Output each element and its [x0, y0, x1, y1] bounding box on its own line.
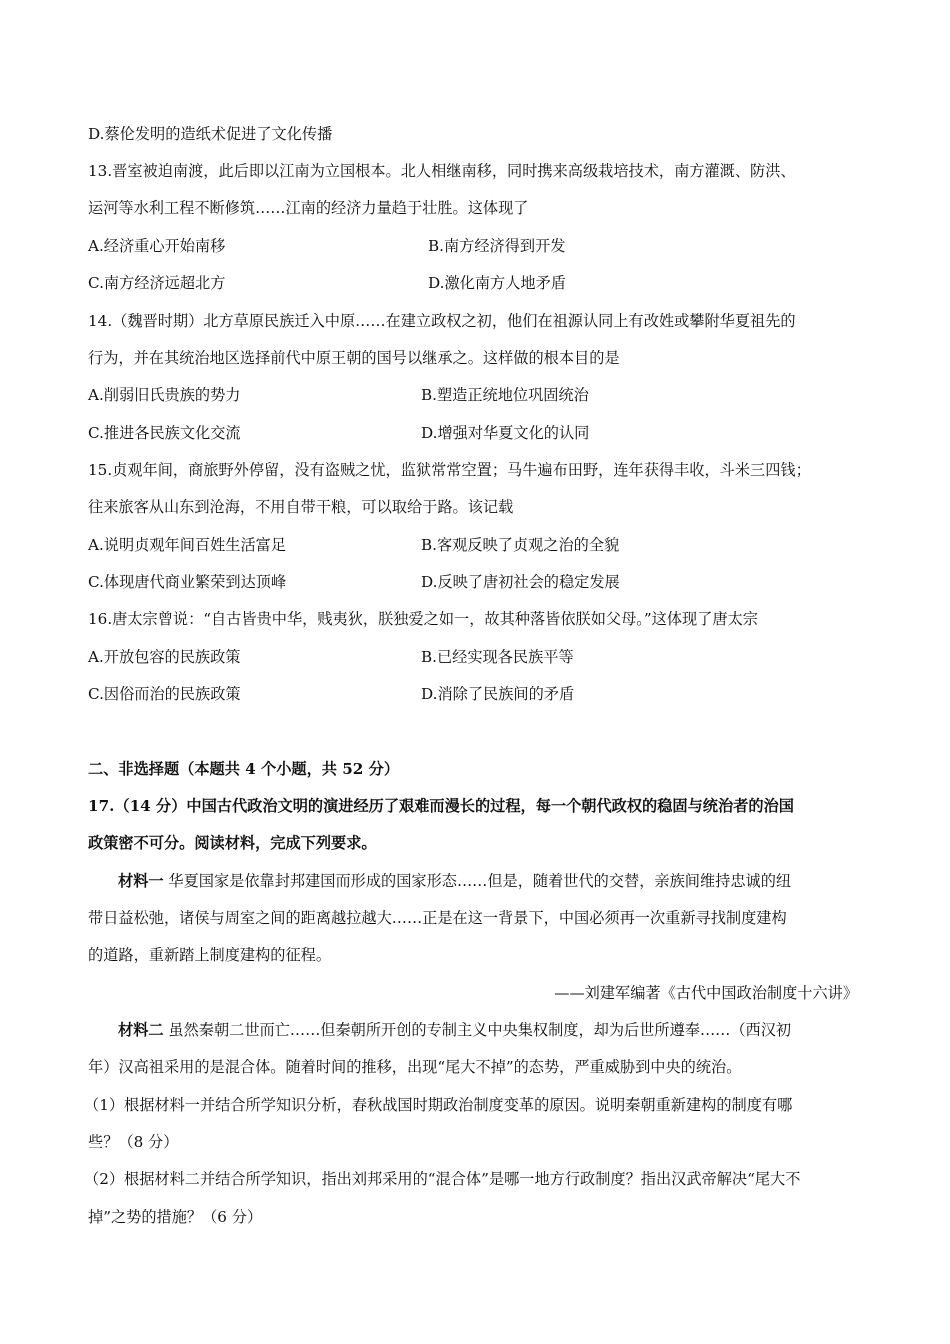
q15-stem-line-1: 15.贞观年间，商旅野外停留，没有盗贼之忧，监狱常常空置；马牛遍布田野，连年获得丰收，斗米三四钱； [88, 461, 811, 479]
q15-option-c: C.体现唐代商业繁荣到达顶峰 [88, 573, 287, 591]
q16-option-a: A.开放包容的民族政策 [88, 648, 241, 666]
q13-option-a: A.经济重心开始南移 [88, 237, 226, 255]
q14-option-c: C.推进各民族文化交流 [88, 424, 241, 442]
q17-stem-line-1: 17.（14 分）中国古代政治文明的演进经历了艰难而漫长的过程，每一个朝代政权的稳固与统治者的治国 [88, 797, 794, 815]
material-2-line-1 [118, 1019, 791, 1041]
material-1-text-1: 华夏国家是依靠封邦建国而形成的国家形态……但是，随着世代的交替，亲族间维持忠诚的纽 [168, 872, 792, 890]
material-2-text-1: 虽然秦朝二世而亡……但秦朝所开创的专制主义中央集权制度，却为后世所遵奉……（西汉初 [168, 1021, 792, 1039]
q17-sub2-line-2: 掉”之势的措施？（6 分） [88, 1208, 263, 1226]
q13-stem-line-2: 运河等水利工程不断修筑……江南的经济力量趋于壮胜。这体现了 [88, 199, 529, 217]
q13-option-c: C.南方经济远超北方 [88, 274, 226, 292]
q16-option-b: B.已经实现各民族平等 [421, 648, 574, 666]
q14-option-a: A.削弱旧氏贵族的势力 [88, 386, 241, 404]
material-1-line-2: 带日益松弛，诸侯与周室之间的距离越拉越大……正是在这一背景下，中国必须再一次重新寻找制度建构 [88, 909, 787, 927]
q14-stem-line-1: 14.（魏晋时期）北方草原民族迁入中原……在建立政权之初，他们在祖源认同上有改姓或攀附华夏祖先的 [88, 312, 796, 330]
q15-option-b: B.客观反映了贞观之治的全貌 [421, 536, 620, 554]
q14-stem-line-2: 行为，并在其统治地区选择前代中原王朝的国号以继承之。这样做的根本目的是 [88, 349, 620, 367]
material-2-line-2: 年）汉高祖采用的是混合体。随着时间的推移，出现“尾大不掉”的态势，严重威胁到中央的统治。 [88, 1058, 742, 1076]
q13-option-b: B.南方经济得到开发 [428, 237, 566, 255]
q17-stem-line-2: 政策密不可分。阅读材料，完成下列要求。 [88, 834, 377, 852]
q13-option-d: D.激化南方人地矛盾 [428, 274, 566, 292]
q14-option-d: D.增强对华夏文化的认同 [421, 424, 590, 442]
q12-option-d: D.蔡伦发明的造纸术促进了文化传播 [88, 125, 333, 143]
material-1-source: ——刘建军编著《古代中国政治制度十六讲》 [554, 984, 858, 1002]
material-1-label: 材料一 [118, 872, 164, 890]
q14-option-b: B.塑造正统地位巩固统治 [421, 386, 589, 404]
q15-option-a: A.说明贞观年间百姓生活富足 [88, 536, 287, 554]
q16-option-c: C.因俗而治的民族政策 [88, 685, 241, 703]
section-2-title: 二、非选择题（本题共 4 个小题，共 52 分） [88, 760, 400, 778]
q17-sub1-line-2: 些？（8 分） [88, 1133, 179, 1151]
q17-sub1-line-1: （1）根据材料一并结合所学知识分析，春秋战国时期政治制度变革的原因。说明秦朝重新建构的制度有哪 [84, 1096, 793, 1114]
material-2-label: 材料二 [118, 1021, 164, 1039]
q13-stem-line-1: 13.晋室被迫南渡，此后即以江南为立国根本。北人相继南移，同时携来高级栽培技术，南方灌溉、防洪、 [88, 162, 796, 180]
q16-stem-line-1: 16.唐太宗曾说：“自古皆贵中华，贱夷狄，朕独爱之如一，故其种落皆依朕如父母。”这体现了唐太宗 [88, 610, 758, 628]
q16-option-d: D.消除了民族间的矛盾 [421, 685, 575, 703]
material-1-line-1 [118, 870, 791, 892]
q15-stem-line-2: 往来旅客从山东到沧海，不用自带干粮，可以取给于路。该记载 [88, 498, 514, 516]
material-1-line-3: 的道路，重新踏上制度建构的征程。 [88, 946, 331, 964]
q17-sub2-line-1: （2）根据材料二并结合所学知识，指出刘邦采用的“混合体”是哪一地方行政制度？指出汉武帝解决“尾大不 [84, 1170, 801, 1188]
q15-option-d: D.反映了唐初社会的稳定发展 [421, 573, 620, 591]
